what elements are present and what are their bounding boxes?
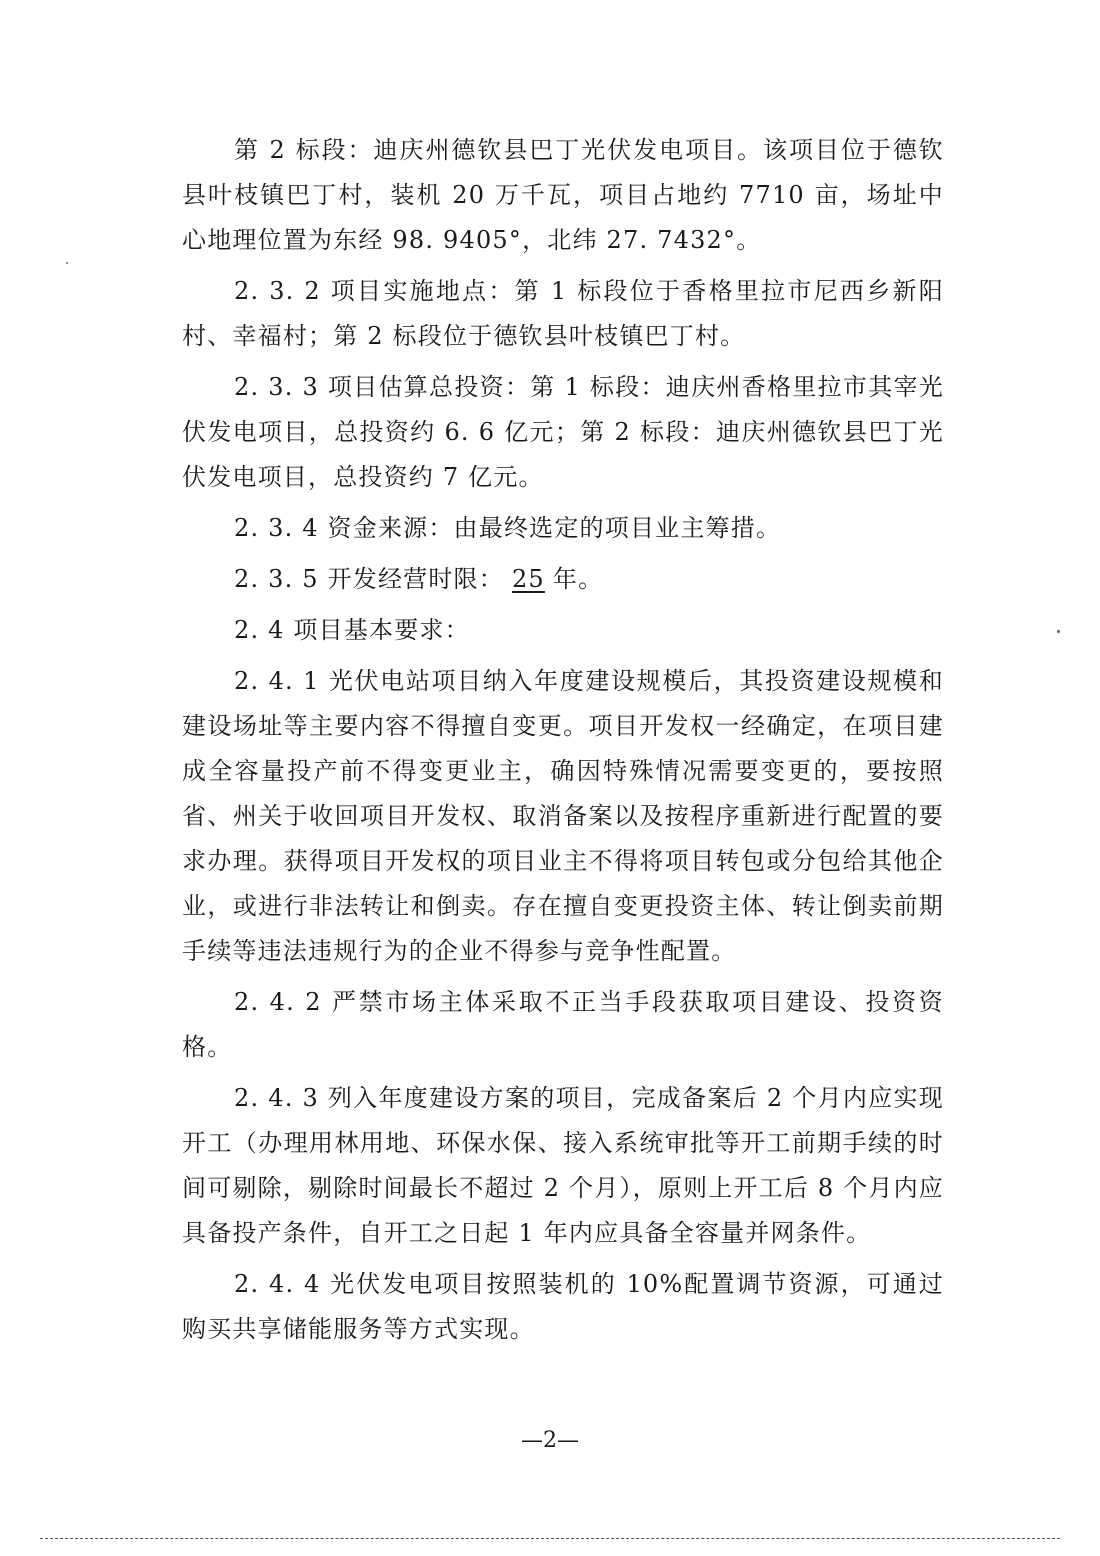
paragraph-2-3-3-investment: 2. 3. 3 项目估算总投资：第 1 标段：迪庆州香格里拉市其宰光伏发电项目，总投资约 6. 6 亿元；第 2 标段：迪庆州德钦县巴丁光伏发电项目，总投资约 7 亿元。 <box>182 373 944 491</box>
term-years-value: 25 <box>511 565 545 593</box>
scan-speck <box>66 262 68 264</box>
paragraph-2-4-2-conduct: 2. 4. 2 严禁市场主体采取不正当手段获取项目建设、投资资格。 <box>182 988 944 1061</box>
term-label: 2. 3. 5 开发经营时限： <box>234 565 504 593</box>
paragraph-2-4-4-storage: 2. 4. 4 光伏发电项目按照装机的 10%配置调节资源，可通过购买共享储能服务等方式实现。 <box>182 1270 944 1343</box>
scan-speck <box>1057 630 1060 633</box>
scan-edge-line <box>40 1538 1060 1539</box>
paragraph-2-4-3-schedule: 2. 4. 3 列入年度建设方案的项目，完成备案后 2 个月内应实现开工（办理用林用地、环保水保、接入系统审批等开工前期手续的时间可剔除，剔除时间最长不超过 2 个月），原则上开工后 8 个月内应具备投产条件，自开工之日起 1 年内应具备全容量并网条件。 <box>182 1084 944 1247</box>
paragraph-2-3-4-funding: 2. 3. 4 资金来源：由最终选定的项目业主筹措。 <box>234 514 782 542</box>
paragraph-2-4-heading: 2. 4 项目基本要求： <box>234 616 470 644</box>
paragraph-2-4-1-scale: 2. 4. 1 光伏电站项目纳入年度建设规模后，其投资建设规模和建设场址等主要内容不得擅自变更。项目开发权一经确定，在项目建成全容量投产前不得变更业主，确因特殊情况需要变更的，要按照省、州关于收回项目开发权、取消备案以及按程序重新进行配置的要求办理。获得项目开发权的项目业主不得将项目转包或分包给其他企业，或进行非法转让和倒卖。存在擅自变更投资主体、转让倒卖前期手续等违法违规行为的企业不得参与竞争性配置。 <box>182 667 944 965</box>
document-body <box>182 128 944 1358</box>
paragraph-2-3-5-term <box>182 557 944 602</box>
paragraph-section-2-project: 第 2 标段：迪庆州德钦县巴丁光伏发电项目。该项目位于德钦县叶枝镇巴丁村，装机 20 万千瓦，项目占地约 7710 亩，场址中心地理位置为东经 98. 9405°，北纬 27. 7432°。 <box>182 136 944 254</box>
page-number: —2— <box>521 1428 579 1453</box>
term-suffix: 年。 <box>552 565 604 593</box>
paragraph-2-3-2-location: 2. 3. 2 项目实施地点：第 1 标段位于香格里拉市尼西乡新阳村、幸福村；第 2 标段位于德钦县叶枝镇巴丁村。 <box>182 277 944 350</box>
